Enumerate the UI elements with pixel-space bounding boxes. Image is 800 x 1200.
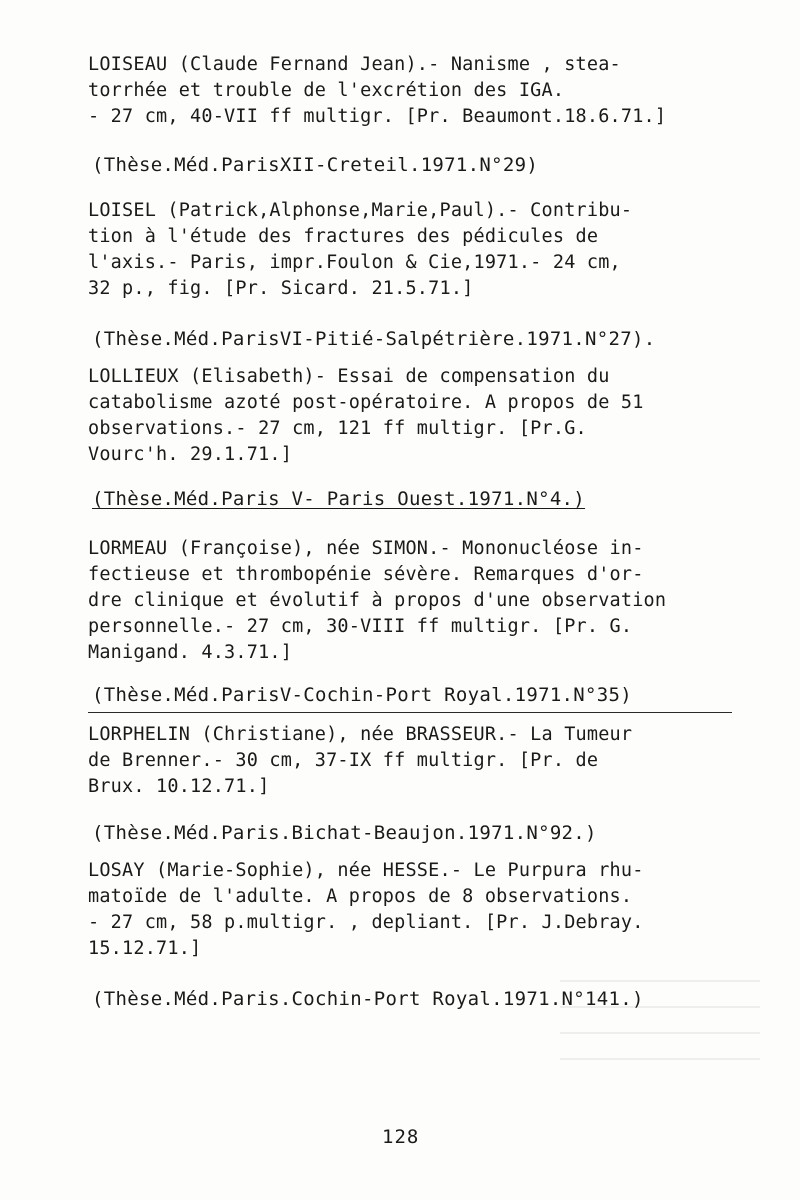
entry-line: tion à l'étude des fractures des pédicules de <box>88 226 599 247</box>
entry-line: matoïde de l'adulte. A propos de 8 observations. <box>88 886 633 907</box>
entry-line: LOISEL (Patrick,Alphonse,Marie,Paul).- Contribu- <box>88 200 633 221</box>
these-reference-lorphelin: (Thèse.Méd.Paris.Bichat-Beaujon.1971.N°92.) <box>92 822 597 844</box>
entry-line: Vourc'h. 29.1.71.] <box>88 444 293 465</box>
divider-line <box>88 712 732 713</box>
these-reference-loiseau: (Thèse.Méd.ParisXII-Creteil.1971.N°29) <box>92 154 539 176</box>
entry-loiseau <box>88 52 728 130</box>
entry-line: personnelle.- 27 cm, 30-VIII ff multigr. [Pr. G. <box>88 616 633 637</box>
entry-losay <box>88 858 728 962</box>
entry-line: Brux. 10.12.71.] <box>88 776 270 797</box>
entry-line: LORMEAU (Françoise), née SIMON.- Mononucléose in- <box>88 538 644 559</box>
entry-line: fectieuse et thrombopénie sévère. Remarques d'or- <box>88 564 644 585</box>
page-number: 128 <box>382 1126 420 1148</box>
entry-line: de Brenner.- 30 cm, 37-IX ff multigr. [Pr. de <box>88 750 599 771</box>
entry-lorphelin <box>88 722 728 800</box>
entry-line: LOSAY (Marie-Sophie), née HESSE.- Le Purpura rhu- <box>88 860 644 881</box>
entry-line: LOLLIEUX (Elisabeth)- Essai de compensation du <box>88 366 610 387</box>
entry-lollieux <box>88 364 728 468</box>
entry-line: LOISEAU (Claude Fernand Jean).- Nanisme , stea- <box>88 54 621 75</box>
entry-line: torrhée et trouble de l'excrétion des IGA. <box>88 80 565 101</box>
entry-line: Manigand. 4.3.71.] <box>88 642 293 663</box>
entry-line: LORPHELIN (Christiane), née BRASSEUR.- La Tumeur <box>88 724 633 745</box>
entry-line: 32 p., fig. [Pr. Sicard. 21.5.71.] <box>88 278 474 299</box>
entry-lormeau <box>88 536 728 666</box>
these-reference-lormeau: (Thèse.Méd.ParisV-Cochin-Port Royal.1971.N°35) <box>92 684 632 706</box>
entry-line: catabolisme azoté post-opératoire. A propos de 51 <box>88 392 644 413</box>
entry-loisel <box>88 198 728 302</box>
these-reference-losay: (Thèse.Méd.Paris.Cochin-Port Royal.1971.N°141.) <box>92 988 644 1010</box>
entry-line: - 27 cm, 40-VII ff multigr. [Pr. Beaumont.18.6.71.] <box>88 106 667 127</box>
these-reference-loisel: (Thèse.Méd.ParisVI-Pitié-Salpétrière.1971.N°27). <box>92 328 656 350</box>
entry-line: l'axis.- Paris, impr.Foulon & Cie,1971.- 24 cm, <box>88 252 621 273</box>
entry-line: dre clinique et évolutif à propos d'une observation <box>88 590 667 611</box>
entry-line: observations.- 27 cm, 121 ff multigr. [Pr.G. <box>88 418 587 439</box>
these-reference-lollieux: (Thèse.Méd.Paris V- Paris Ouest.1971.N°4.) <box>92 488 586 510</box>
entry-line: 15.12.71.] <box>88 938 202 959</box>
entry-line: - 27 cm, 58 p.multigr. , depliant. [Pr. J.Debray. <box>88 912 644 933</box>
